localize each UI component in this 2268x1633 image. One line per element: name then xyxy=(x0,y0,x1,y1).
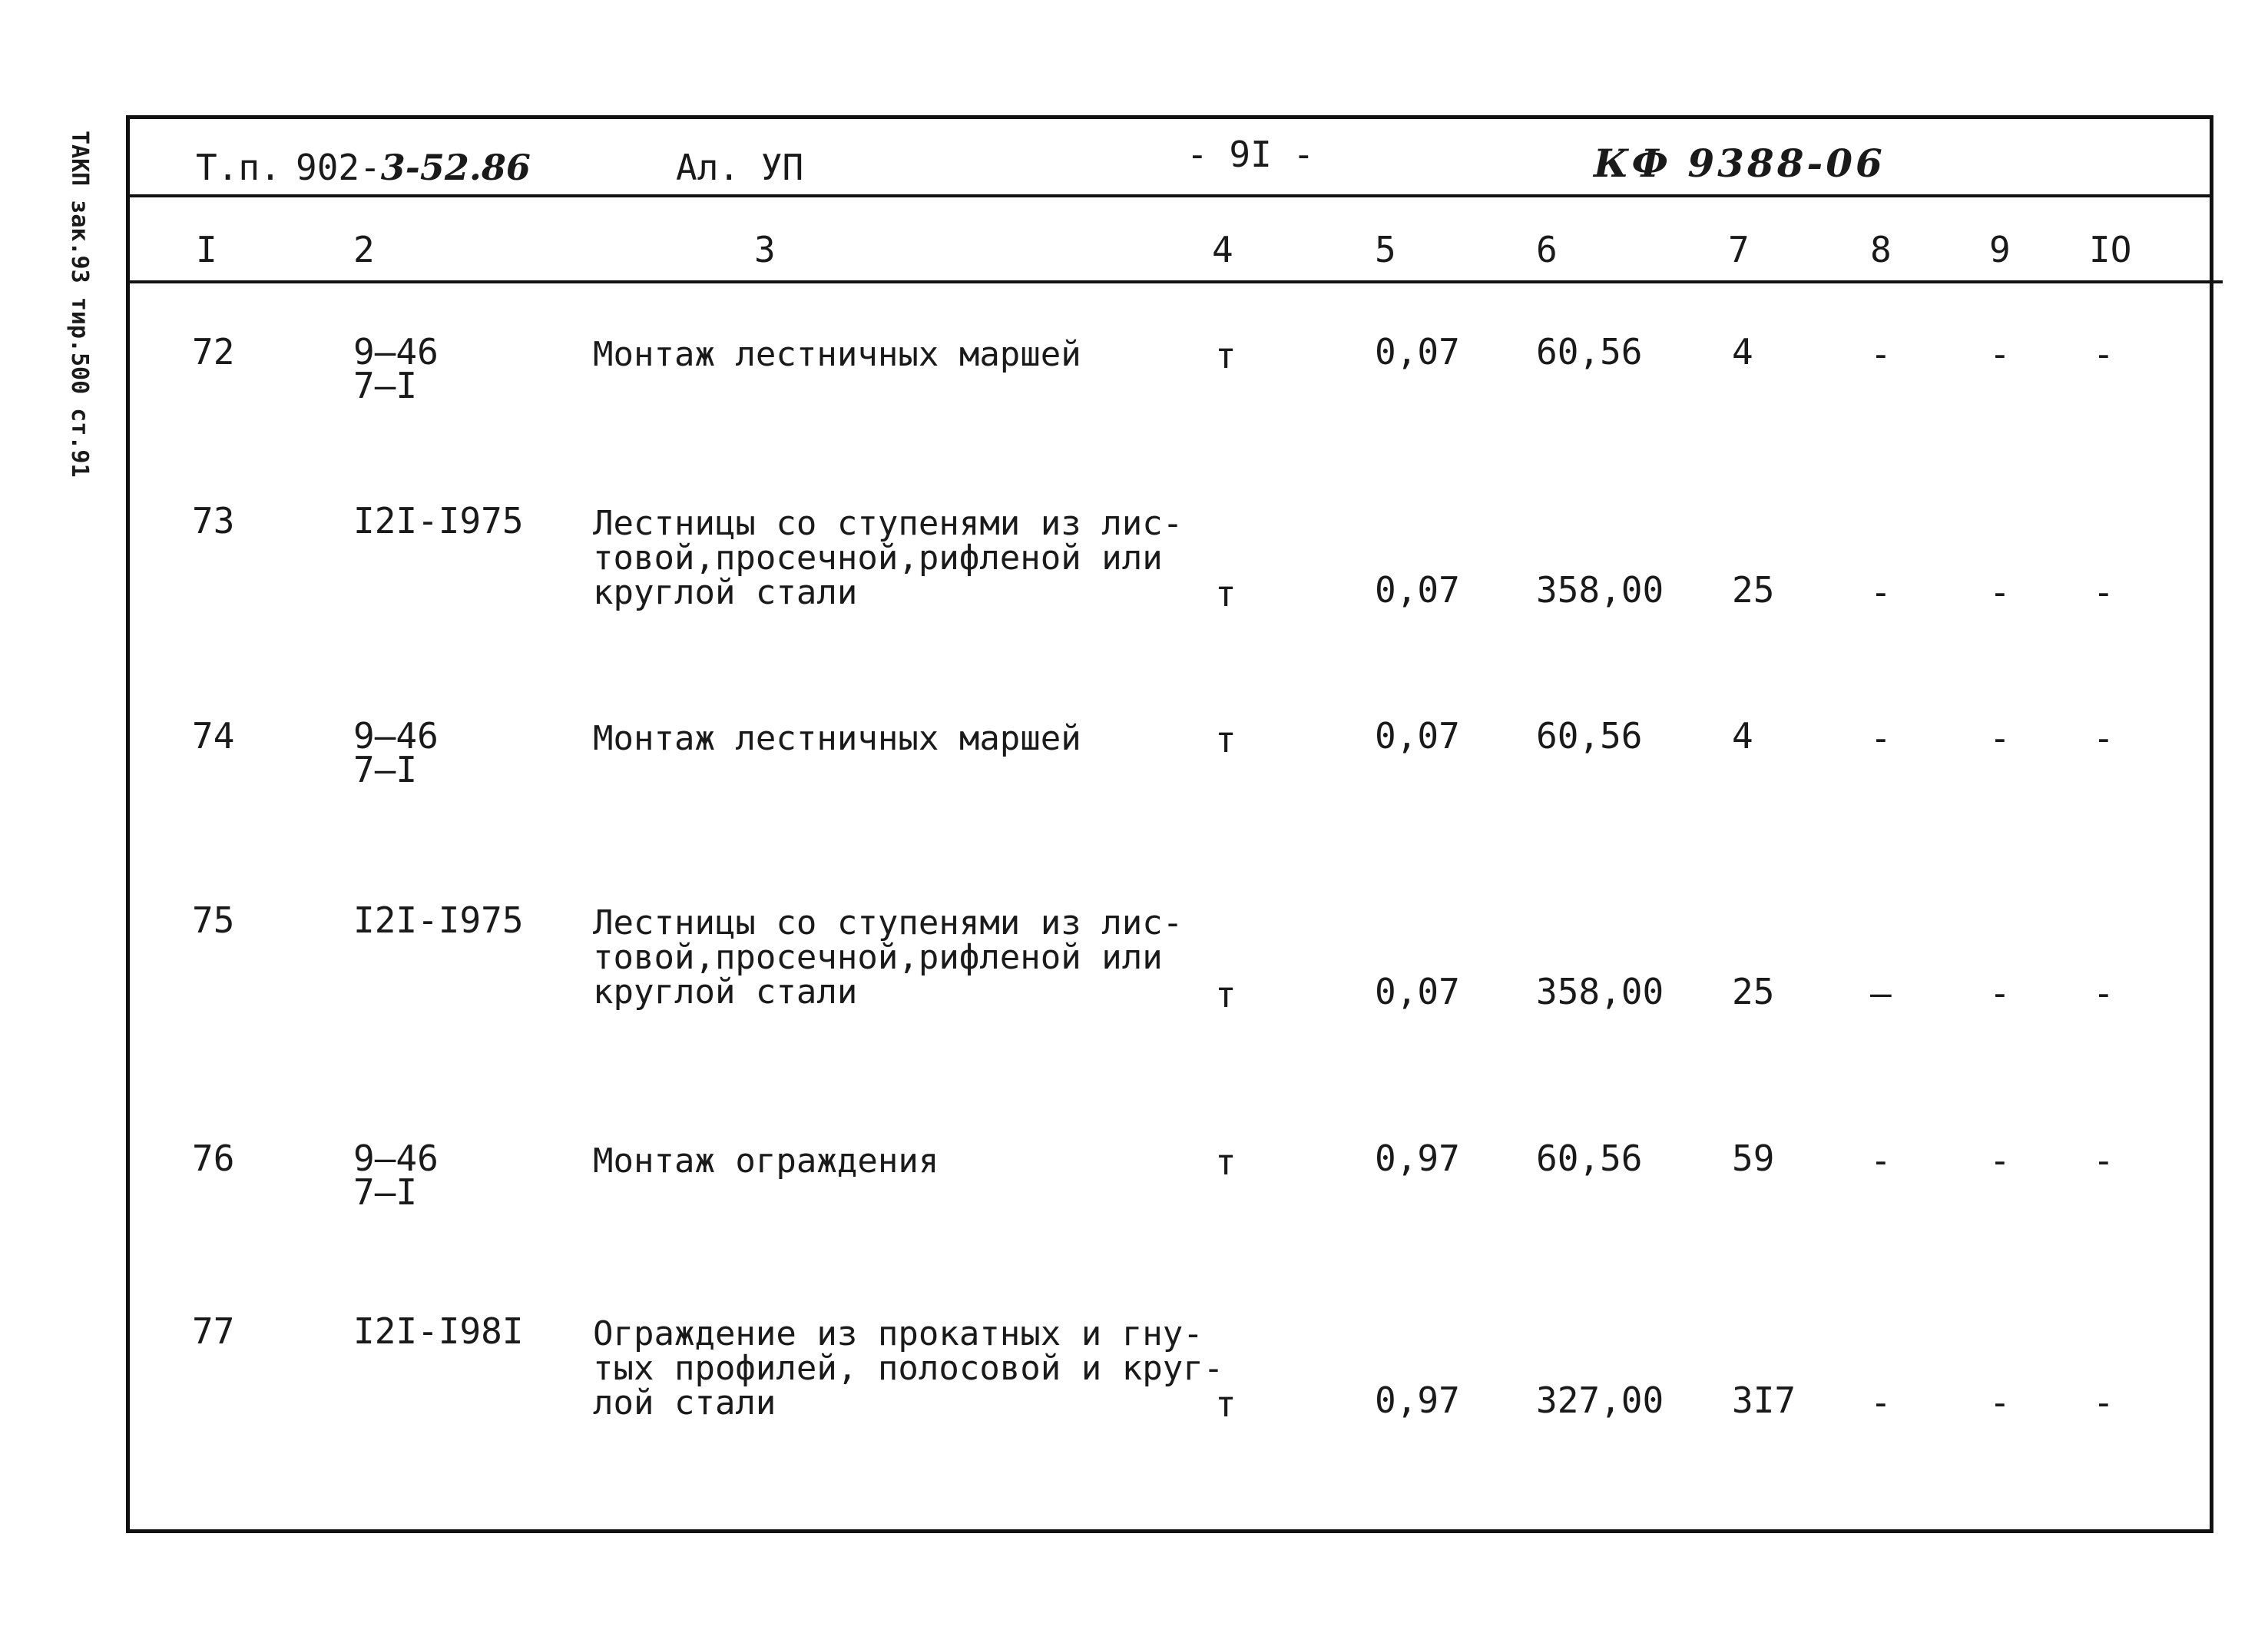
row-74-desc-line-1: Монтаж лестничных маршей xyxy=(593,719,1081,758)
row-75-col9: - xyxy=(1989,972,2011,1014)
album-label: Ал. УП xyxy=(676,147,804,188)
row-72-code-top: 9–46 xyxy=(353,331,439,373)
row-77-qty: 0,97 xyxy=(1375,1380,1460,1421)
row-73-col10: - xyxy=(2093,571,2114,613)
row-72-desc-line-1: Монтаж лестничных маршей xyxy=(593,335,1081,374)
col-header-5: 5 xyxy=(1375,229,1396,270)
row-73-price: 358,00 xyxy=(1536,569,1664,611)
row-75-number: 75 xyxy=(192,899,235,941)
row-72-col8: - xyxy=(1870,333,1892,375)
row-75-desc-line-2: товой,просечной,рифленой или xyxy=(593,938,1163,977)
row-74-col8: - xyxy=(1870,717,1892,759)
row-76-code-top: 9–46 xyxy=(353,1138,439,1179)
row-75-col10: - xyxy=(2093,972,2114,1014)
row-73-total: 25 xyxy=(1732,569,1775,611)
row-72-qty: 0,07 xyxy=(1375,331,1460,373)
tp-label: Т.п. xyxy=(196,147,281,188)
page-number: - 9I - xyxy=(1187,134,1315,175)
tp-number xyxy=(296,147,531,188)
row-74-code-bottom: 7–I xyxy=(353,749,418,790)
row-77-desc-line-3: лой стали xyxy=(593,1383,776,1423)
row-76-number: 76 xyxy=(192,1138,235,1179)
row-74-number: 74 xyxy=(192,715,235,757)
row-72-col10: - xyxy=(2093,333,2114,375)
row-73-number: 73 xyxy=(192,500,235,542)
row-75-price: 358,00 xyxy=(1536,971,1664,1012)
row-77-col10: - xyxy=(2093,1382,2114,1423)
row-72-total: 4 xyxy=(1732,331,1753,373)
row-74-code-top: 9–46 xyxy=(353,715,439,757)
row-77-code: I2I-I98I xyxy=(353,1310,524,1352)
row-77-col8: - xyxy=(1870,1382,1892,1423)
row-77-desc-line-1: Ограждение из прокатных и гну- xyxy=(593,1314,1204,1353)
row-74-col9: - xyxy=(1989,717,2011,759)
row-77-desc-line-2: тых профилей, полосовой и круг- xyxy=(593,1349,1224,1388)
row-73-col9: - xyxy=(1989,571,2011,613)
row-72-code-bottom: 7–I xyxy=(353,365,418,406)
row-76-code-bottom: 7–I xyxy=(353,1171,418,1213)
row-72-col9: - xyxy=(1989,333,2011,375)
row-77-number: 77 xyxy=(192,1310,235,1352)
row-75-total: 25 xyxy=(1732,971,1775,1012)
row-76-col8: - xyxy=(1870,1140,1892,1181)
row-72-price: 60,56 xyxy=(1536,331,1643,373)
row-77-price: 327,00 xyxy=(1536,1380,1664,1421)
tp-number-printed: 902- xyxy=(296,147,381,188)
col-header-7: 7 xyxy=(1728,229,1750,270)
col-header-10: IO xyxy=(2089,229,2132,270)
row-76-qty: 0,97 xyxy=(1375,1138,1460,1179)
column-header-divider xyxy=(126,280,2223,283)
row-73-qty: 0,07 xyxy=(1375,569,1460,611)
row-75-code: I2I-I975 xyxy=(353,899,524,941)
col-header-2: 2 xyxy=(353,229,375,270)
row-73-desc-line-3: круглой стали xyxy=(593,573,858,612)
row-74-price: 60,56 xyxy=(1536,715,1643,757)
row-75-unit: т xyxy=(1215,974,1237,1015)
row-76-col9: - xyxy=(1989,1140,2011,1181)
row-74-qty: 0,07 xyxy=(1375,715,1460,757)
col-header-4: 4 xyxy=(1212,229,1233,270)
tp-number-handwritten: 3-52.86 xyxy=(380,147,531,188)
row-73-unit: т xyxy=(1215,573,1237,614)
row-72-unit: т xyxy=(1215,335,1237,376)
document-code: КФ 9388-06 xyxy=(1594,141,1886,186)
row-73-desc-line-1: Лестницы со ступенями из лис- xyxy=(593,504,1184,543)
row-77-unit: т xyxy=(1215,1383,1237,1425)
row-76-desc-line-1: Монтаж ограждения xyxy=(593,1141,939,1181)
row-73-desc-line-2: товой,просечной,рифленой или xyxy=(593,538,1163,578)
row-76-total: 59 xyxy=(1732,1138,1775,1179)
col-header-6: 6 xyxy=(1536,229,1558,270)
row-74-unit: т xyxy=(1215,719,1237,760)
col-header-1: I xyxy=(196,229,217,270)
row-75-desc-line-3: круглой стали xyxy=(593,972,858,1012)
row-76-col10: - xyxy=(2093,1140,2114,1181)
col-header-8: 8 xyxy=(1870,229,1892,270)
row-75-qty: 0,07 xyxy=(1375,971,1460,1012)
row-76-unit: т xyxy=(1215,1141,1237,1183)
row-75-desc-line-1: Лестницы со ступенями из лис- xyxy=(593,903,1184,942)
row-77-col9: - xyxy=(1989,1382,2011,1423)
row-75-col8: — xyxy=(1870,972,1892,1014)
margin-print-note: ТАКП зак.93 тир.500 ст.91 xyxy=(66,131,93,478)
header-divider xyxy=(126,194,2213,197)
row-73-code: I2I-I975 xyxy=(353,500,524,542)
row-77-total: 3I7 xyxy=(1732,1380,1796,1421)
row-76-price: 60,56 xyxy=(1536,1138,1643,1179)
row-72-number: 72 xyxy=(192,331,235,373)
row-74-col10: - xyxy=(2093,717,2114,759)
row-74-total: 4 xyxy=(1732,715,1753,757)
col-header-9: 9 xyxy=(1989,229,2011,270)
row-73-col8: - xyxy=(1870,571,1892,613)
col-header-3: 3 xyxy=(754,229,776,270)
